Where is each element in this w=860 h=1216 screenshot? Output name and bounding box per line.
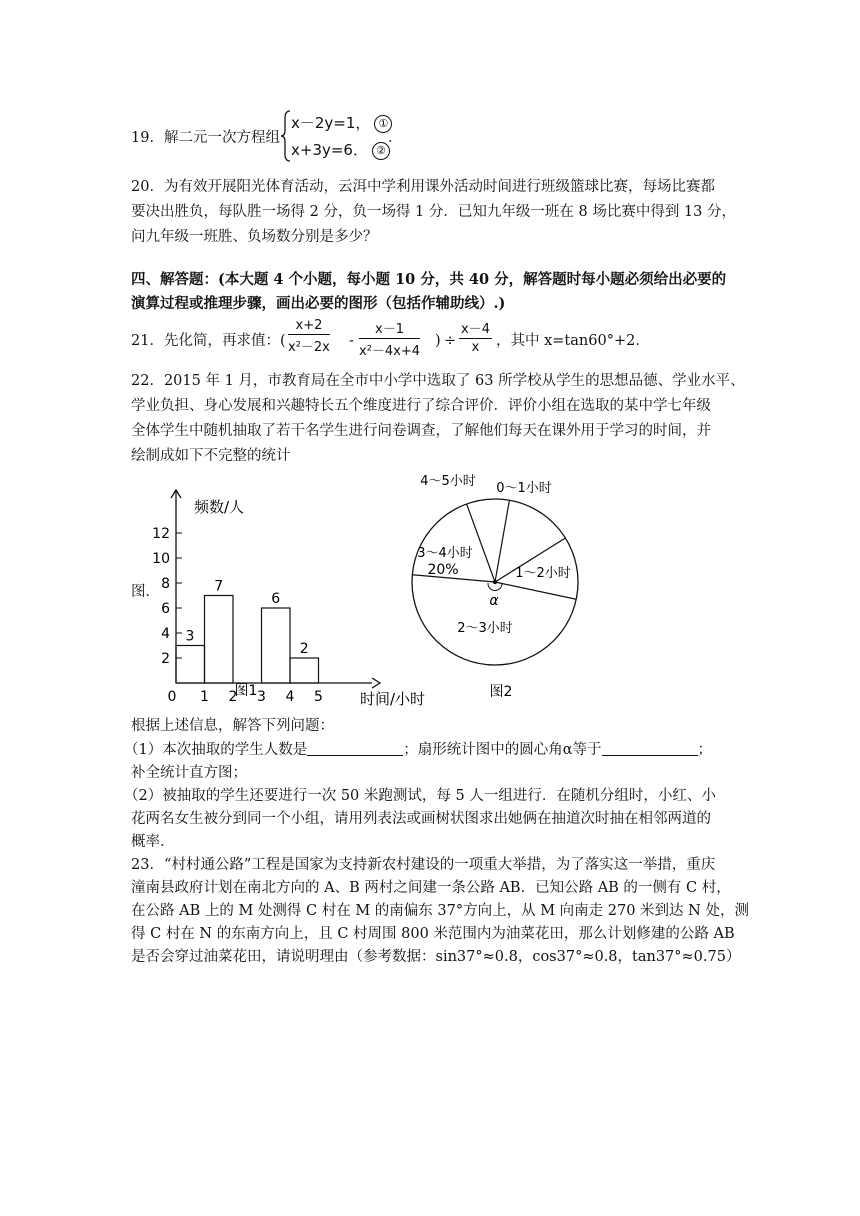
histogram-bar: [262, 608, 291, 683]
eq1-text: x－2y=1，: [291, 114, 371, 132]
q21-div: ÷: [444, 333, 457, 349]
histogram-bar: [205, 596, 234, 684]
x-tick-label: 3: [257, 689, 266, 705]
bar-value-label: 6: [271, 591, 281, 607]
q21-minus: -: [349, 333, 354, 349]
histogram-figure: [150, 465, 440, 710]
bar-value-label: 2: [299, 641, 309, 657]
frac1-numerator: x+2: [288, 318, 330, 335]
q19-eq1: [291, 112, 392, 133]
x-tick-label: 5: [314, 689, 323, 705]
x-tick-label: 1: [200, 689, 209, 705]
q20-line1: 20．为有效开展阳光体育活动，云洱中学利用课外活动时间进行班级篮球比赛，每场比赛都: [131, 179, 715, 195]
x-axis-arrow: [372, 678, 380, 688]
q22-line5: 图．: [131, 584, 160, 600]
section4-line1: 四、解答题：(本大题 4 个小题，每小题 10 分，共 40 分，解答题时每小题必须给出必要的: [131, 271, 727, 288]
x-tick-label: 2: [228, 689, 238, 705]
q22-line1: 22．2015 年 1 月，市教育局在全市中小学中选取了 63 所学校从学生的思想品德、学业水平、: [131, 373, 745, 389]
q22-line2: 学业负担、身心发展和兴趣特长五个维度进行了综合评价．评价小组在选取的某中学七年级: [131, 398, 711, 414]
q22-after: 根据上述信息，解答下列问题：: [131, 718, 334, 734]
q22-sub1: [124, 740, 712, 760]
system-brace: [281, 110, 291, 162]
pie-chart-figure: [400, 465, 600, 705]
q21-prefix: 21．先化简，再求值：(: [131, 333, 286, 349]
q19-eq2: [291, 139, 390, 160]
q23-line5: 是否会穿过油菜花田，请说明理由（参考数据：sin37°≈0.8，cos37°≈0.8，tan37°≈0.75）: [131, 949, 741, 965]
frac2-denominator: x²－4x+4: [359, 344, 421, 359]
y-tick-label: 12: [152, 526, 170, 542]
q21-close-paren: ): [435, 333, 441, 349]
q22-line3: 全体学生中随机抽取了若干名学生进行问卷调查，了解他们每天在课外用于学习的时间，并: [131, 423, 711, 439]
frac3-numerator: x－4: [459, 318, 492, 339]
sub1-part-c: ；: [697, 742, 713, 758]
histogram-bar: [176, 646, 205, 684]
answer-blank-count[interactable]: [307, 741, 403, 756]
pie-slice-label: 4～5小时: [420, 474, 476, 489]
q21-frac2: [359, 318, 420, 359]
pie-slice-boundary: [495, 500, 509, 582]
figure-1-caption: 图1: [234, 683, 258, 699]
alpha-label: α: [489, 593, 499, 609]
q23-line3: 在公路 AB 上的 M 处测得 C 村在 M 的南偏东 37°方向上，从 M 向南走 270 米到达 N 处，测: [131, 903, 749, 919]
q21-suffix: ，其中 x=tan60°+2．: [496, 333, 650, 349]
pie-slice-boundary: [467, 504, 495, 582]
y-tick-label: 2: [161, 651, 170, 667]
pie-slice-boundary: [495, 582, 576, 599]
q19-text: 19．解二元一次方程组: [131, 130, 280, 146]
q22-sub2-2: 花两名女生被分到同一个小组，请用列表法或画树状图求出她俩在抽道次时抽在相邻两道的: [131, 811, 711, 827]
eq2-text: x+3y=6．: [291, 141, 368, 159]
y-tick-label: 6: [161, 601, 170, 617]
frac3-denominator: x: [471, 340, 480, 355]
y-tick-label: 10: [152, 551, 170, 567]
q21-frac3: [459, 318, 492, 355]
y-axis-label: 频数/人: [194, 498, 245, 516]
histogram-bar: [290, 658, 319, 683]
bar-value-label: 3: [185, 628, 195, 645]
sub1-part-a: （1）本次抽取的学生人数是: [124, 742, 308, 758]
q20-line2: 要决出胜负，每队胜一场得 2 分，负一场得 1 分．已知九年级一班在 8 场比赛中得到 13 分，: [131, 204, 736, 220]
y-tick-label: 8: [161, 576, 170, 592]
pie-slice-label: 3～4小时: [417, 546, 473, 561]
bar-value-label: 7: [214, 578, 224, 595]
eq2-mark: ②: [372, 142, 390, 160]
q22-sub2-1: （2）被抽取的学生还要进行一次 50 米跑测试，每 5 人一组进行．在随机分组时，小红、小: [124, 788, 716, 804]
q23-line2: 潼南县政府计划在南北方向的 A、B 两村之间建一条公路 AB．已知公路 AB 的一侧有 C 村，: [131, 880, 731, 896]
x-tick-label: 0: [167, 689, 177, 705]
q20-line3: 问九年级一班胜、负场数分别是多少？: [131, 229, 378, 245]
pie-slice-label: 1～2小时: [515, 566, 571, 581]
eq1-mark: ①: [374, 115, 392, 133]
section4-line2: 演算过程或推理步骤，画出必要的图形（包括作辅助线）.): [131, 295, 506, 312]
y-tick-label: 4: [161, 626, 170, 642]
x-axis-label: 时间/小时: [360, 690, 426, 708]
pie-slice-percent: 20%: [427, 562, 459, 578]
q23-line1: 23．“村村通公路”工程是国家为支持新农村建设的一项重大举措，为了落实这一举措，重庆: [131, 857, 716, 873]
pie-slice-label: 0～1小时: [496, 481, 552, 496]
q21-frac1: [288, 318, 330, 355]
answer-blank-angle[interactable]: [602, 741, 698, 756]
pie-slice-label: 2～3小时: [457, 621, 513, 636]
figure-2-caption: 图2: [489, 684, 513, 700]
sub1-part-b: ；扇形统计图中的圆心角α等于: [403, 742, 602, 758]
q22-sub1-d: 补全统计直方图；: [131, 765, 247, 781]
pie-center-dot: [493, 580, 497, 584]
x-tick-label: 4: [285, 689, 295, 705]
q19-end: ．: [388, 130, 403, 146]
frac1-denominator: x²－2x: [288, 340, 330, 355]
frac2-numerator: x－1: [359, 318, 420, 339]
q23-line4: 得 C 村在 N 的东南方向上，且 C 村周围 800 米范围内为油菜花田，那么计划修建的公路 AB: [131, 926, 735, 942]
q22-sub2-3: 概率．: [131, 834, 175, 850]
q22-line4: 绘制成如下不完整的统计: [131, 448, 291, 464]
